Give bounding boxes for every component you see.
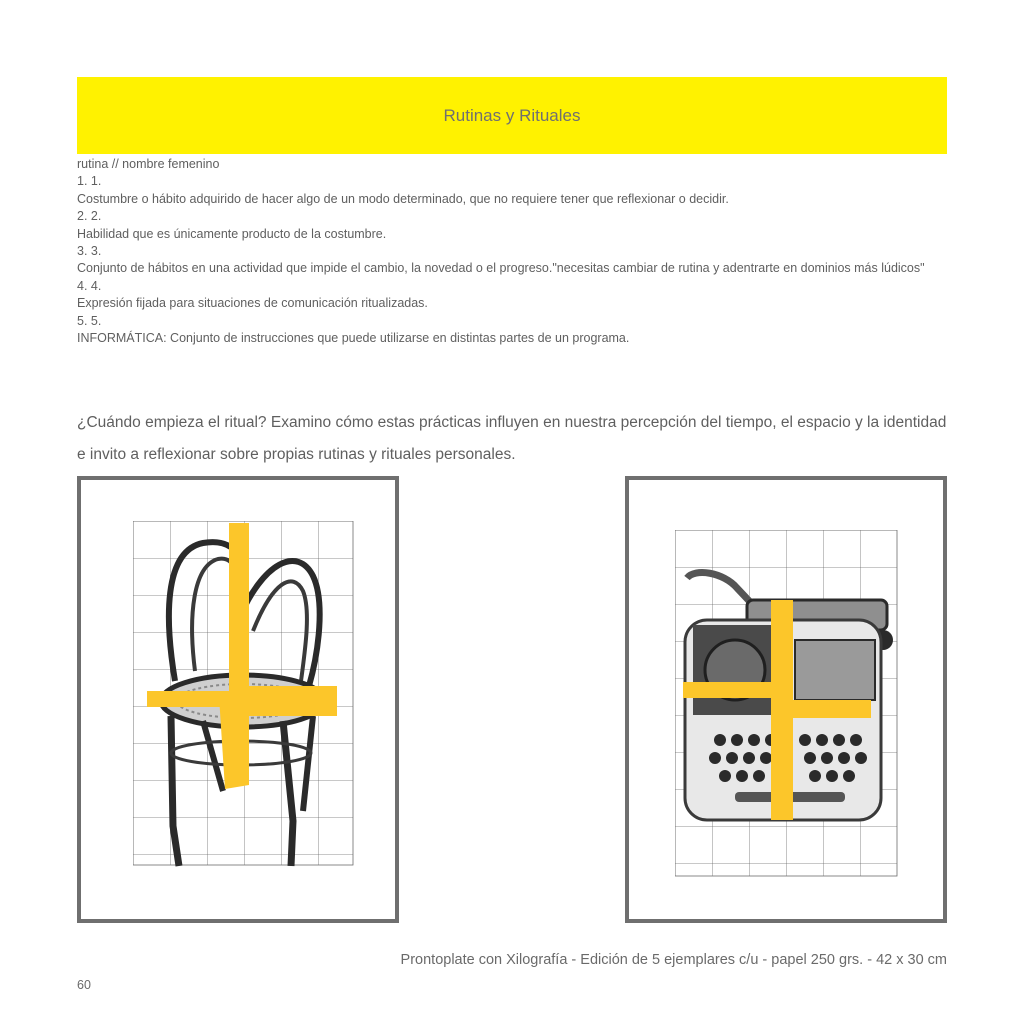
definition-number: 4. 4. [77,278,102,293]
intro-paragraph: ¿Cuándo empieza el ritual? Examino cómo estas prácticas influyen en nuestra percepción del tiempo, el espacio y la identidad e invito a reflexionar sobre propias rutinas y rituales personales. [77,413,947,463]
artwork-frame-chair [77,476,399,923]
definition-meaning: Costumbre o hábito adquirido de hacer algo de un modo determinado, que no requiere tener que reflexionar o decidir. [77,191,729,206]
definition-number: 2. 2. [77,209,102,224]
page-number: 60 [77,978,91,992]
definition-number: 5. 5. [77,313,102,328]
definition-number: 1. 1. [77,174,102,189]
title-band [77,77,947,154]
definition-heading: rutina // nombre femenino [77,157,220,171]
definition-block [77,156,947,347]
typewriter-print-icon [675,530,899,880]
artwork-caption: Prontoplate con Xilografía - Edición de 5 ejemplares c/u - papel 250 grs. - 42 x 30 cm [400,952,947,968]
definition-number: 3. 3. [77,244,102,259]
chair-print-icon [133,521,355,887]
definition-meaning: Habilidad que es únicamente producto de la costumbre. [77,226,387,241]
artwork-frame-typewriter [625,476,947,923]
definition-meaning: INFORMÁTICA: Conjunto de instrucciones que puede utilizarse en distintas partes de un programa. [77,331,630,346]
definition-meaning: Expresión fijada para situaciones de comunicación ritualizadas. [77,296,428,311]
page-title: Rutinas y Rituales [443,105,581,125]
definition-meaning: Conjunto de hábitos en una actividad que impide el cambio, la novedad o el progreso."necesitas cambiar de rutina y adentrarte en dominios más lúdicos" [77,261,925,276]
